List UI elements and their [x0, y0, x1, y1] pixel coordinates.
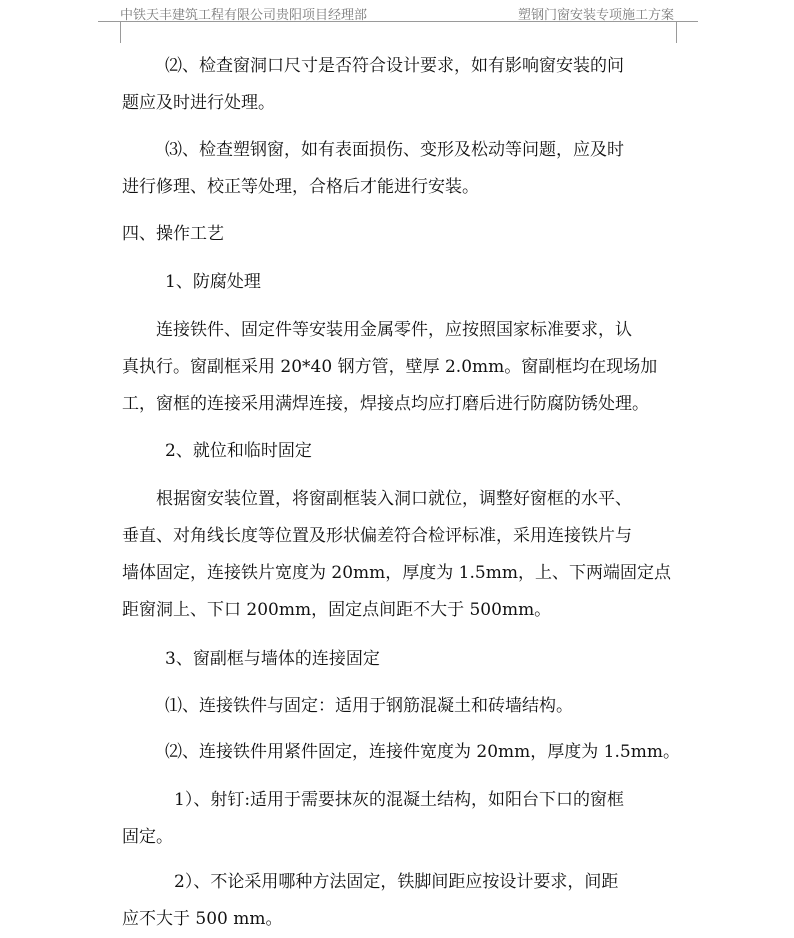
text-line: 题应及时进行处理。	[122, 93, 275, 113]
step-heading-positioning	[165, 433, 725, 470]
text-line: ⑴、连接铁件与固定：适用于钢筋混凝土和砖墙结构。	[165, 696, 573, 716]
header-document-title: 塑钢门窗安装专项施工方案	[517, 8, 674, 23]
paragraph-iron-foot-spacing	[122, 864, 734, 938]
section-heading-operation-process	[122, 216, 682, 253]
paragraph-anticorrosion	[122, 312, 716, 423]
paragraph-fastener-fixing	[165, 734, 725, 771]
step-heading-anticorrosion	[165, 264, 725, 301]
text-line: ⑵、检查窗洞口尺寸是否符合设计要求，如有影响窗安装的问	[165, 56, 624, 76]
heading-text: 2、就位和临时固定	[165, 441, 312, 461]
paragraph-positioning	[122, 481, 716, 629]
text-line: 2）、不论采用哪种方法固定，铁脚间距应按设计要求，间距	[174, 872, 619, 892]
text-line: 真执行。窗副框采用 20*40 钢方管，壁厚 2.0mm。窗副框均在现场加	[122, 357, 658, 377]
heading-text: 3、窗副框与墙体的连接固定	[165, 649, 380, 669]
page-header	[0, 0, 794, 44]
crop-mark-right	[654, 21, 677, 43]
text-line: 固定。	[122, 827, 173, 847]
text-line: ⑵、连接铁件用紧件固定，连接件宽度为 20mm，厚度为 1.5mm。	[165, 742, 680, 762]
heading-text: 四、操作工艺	[122, 224, 224, 244]
paragraph-check-window-opening	[122, 48, 725, 122]
text-line: 进行修理、校正等处理，合格后才能进行安装。	[122, 177, 479, 197]
text-line: 垂直、对角线长度等位置及形状偏差符合检评标准，采用连接铁片与	[122, 526, 632, 546]
step-heading-frame-wall-connection	[165, 641, 725, 678]
crop-mark-left	[120, 21, 143, 43]
paragraph-check-plastic-steel-window	[122, 132, 725, 206]
text-line: 墙体固定，连接铁片宽度为 20mm，厚度为 1.5mm，上、下两端固定点	[122, 563, 671, 583]
heading-text: 1、防腐处理	[165, 272, 261, 292]
text-line: 根据窗安装位置，将窗副框装入洞口就位，调整好窗框的水平、	[156, 489, 632, 509]
paragraph-nail-gun	[122, 782, 734, 856]
text-line: 距窗洞上、下口 200mm，固定点间距不大于 500mm。	[122, 600, 552, 620]
paragraph-connection-iron	[165, 688, 725, 725]
text-line: 连接铁件、固定件等安装用金属零件，应按照国家标准要求，认	[156, 320, 632, 340]
text-line: 1）、射钉:适用于需要抹灰的混凝土结构，如阳台下口的窗框	[174, 790, 625, 810]
text-line: 应不大于 500 mm。	[122, 909, 283, 929]
header-company-name: 中铁天丰建筑工程有限公司贵阳项目经理部	[120, 8, 368, 23]
text-line: 工，窗框的连接采用满焊连接，焊接点均应打磨后进行防腐防锈处理。	[122, 394, 649, 414]
text-line: ⑶、检查塑钢窗，如有表面损伤、变形及松动等问题，应及时	[165, 140, 624, 160]
header-divider	[98, 21, 698, 22]
